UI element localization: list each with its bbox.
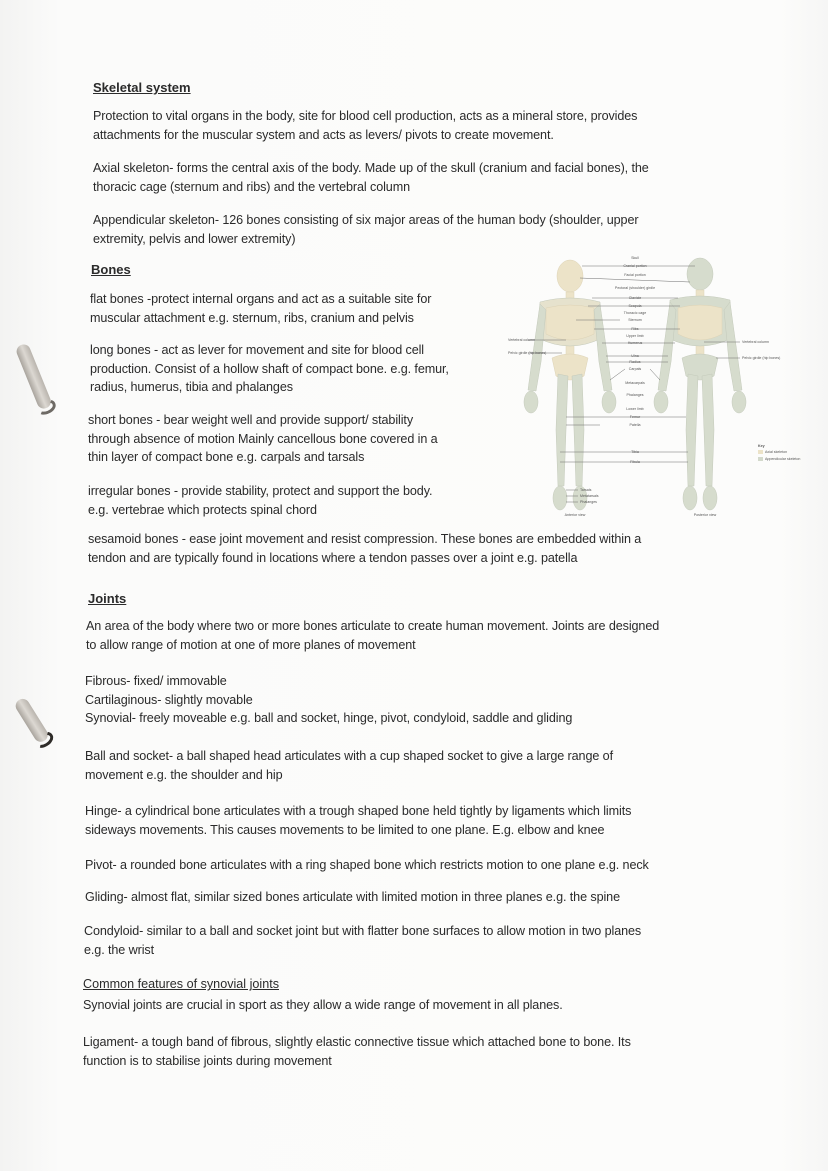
text-line: sesamoid bones - ease joint movement and resist compression. These bones are embedded within a bbox=[88, 532, 642, 546]
text-line: Axial skeleton- forms the central axis of the body. Made up of the skull (cranium and facial bones), the bbox=[93, 161, 649, 175]
paragraph-ball-and-socket bbox=[85, 747, 613, 784]
diagram-label-humerus: Humerus bbox=[627, 341, 643, 345]
paragraph-gliding bbox=[85, 888, 620, 907]
diagram-caption-posterior: Posterior view bbox=[693, 513, 717, 517]
diagram-label-facial-portion: Facial portion bbox=[624, 273, 646, 277]
text-line: irregular bones - provide stability, protect and support the body. bbox=[88, 484, 433, 498]
binder-ring-lower bbox=[13, 696, 50, 744]
text-line: extremity, pelvis and lower extremity) bbox=[93, 231, 296, 246]
skeleton-diagram bbox=[500, 250, 801, 525]
text-line: tendon and are typically found in locations where a tendon passes over a joint e.g. patella bbox=[88, 550, 578, 565]
diagram-label-upper-limb: Upper limb bbox=[626, 334, 644, 338]
diagram-label-phalanges-foot: Phalanges bbox=[580, 500, 597, 504]
diagram-label-thoracic-cage: Thoracic cage bbox=[623, 311, 647, 315]
paragraph-long-bones bbox=[90, 341, 449, 397]
paragraph-joints-intro bbox=[86, 617, 659, 654]
diagram-label-clavicle: Clavicle bbox=[628, 296, 642, 300]
diagram-caption-anterior: Anterior view bbox=[564, 513, 586, 517]
text-line: production. Consist of a hollow shaft of compact bone. e.g. femur, bbox=[90, 361, 449, 376]
diagram-label-fibula: Fibula bbox=[630, 460, 640, 464]
paragraph-synovial-intro bbox=[83, 996, 563, 1015]
diagram-label-vertebral-column-left: Vertebral column bbox=[508, 338, 535, 342]
diagram-label-metatarsals: Metatarsals bbox=[580, 494, 599, 498]
text-line: An area of the body where two or more bones articulate to create human movement. Joints are designed bbox=[86, 619, 660, 633]
text-line: Hinge- a cylindrical bone articulates with a trough shaped bone held tightly by ligaments which limits bbox=[85, 804, 632, 818]
text-line: movement e.g. the shoulder and hip bbox=[85, 767, 283, 782]
heading-bones: Bones bbox=[91, 262, 131, 277]
heading-skeletal-system: Skeletal system bbox=[93, 80, 191, 95]
text-line: Ligament- a tough band of fibrous, slightly elastic connective tissue which attached bone to bone. Its bbox=[83, 1035, 631, 1049]
diagram-label-femur: Femur bbox=[629, 415, 641, 419]
paragraph-appendicular-skeleton bbox=[93, 211, 638, 248]
text-line: Synovial joints are crucial in sport as they allow a wide range of movement in all planes. bbox=[83, 998, 563, 1012]
paragraph-irregular-bones bbox=[88, 482, 432, 519]
binder-ring-upper bbox=[15, 342, 53, 410]
diagram-label-carpals: Carpals bbox=[628, 367, 642, 371]
diagram-label-tarsals: Tarsals bbox=[580, 488, 592, 492]
diagram-label-pelvic-girdle-right: Pelvic girdle (hip bones) bbox=[742, 356, 781, 360]
diagram-label-tibia: Tibia bbox=[631, 450, 639, 454]
joint-type-cartilaginous: Cartilaginous- slightly movable bbox=[85, 692, 253, 707]
paragraph-sesamoid-bones bbox=[88, 530, 641, 567]
key-swatch-axial bbox=[758, 450, 763, 454]
text-line: flat bones -protect internal organs and act as a suitable site for bbox=[90, 292, 432, 306]
paragraph-short-bones bbox=[88, 411, 438, 467]
heading-common-features-synovial-joints: Common features of synovial joints bbox=[83, 977, 279, 991]
diagram-label-sternum: Sternum bbox=[628, 318, 642, 322]
diagram-label-phalanges-hand: Phalanges bbox=[626, 393, 644, 397]
paragraph-flat-bones bbox=[90, 290, 431, 327]
paragraph-condyloid bbox=[84, 922, 641, 959]
text-line: thin layer of compact bone e.g. carpals and tarsals bbox=[88, 450, 365, 464]
paragraph-skeletal-functions bbox=[93, 107, 637, 144]
diagram-label-cranial-portion: Cranial portion bbox=[623, 264, 647, 268]
joint-type-synovial: Synovial- freely moveable e.g. ball and socket, hinge, pivot, condyloid, saddle and gliding bbox=[85, 711, 573, 725]
diagram-key-axial: Axial skeleton bbox=[765, 450, 788, 454]
paragraph-ligament bbox=[83, 1033, 631, 1070]
diagram-label-radius: Radius bbox=[629, 360, 641, 364]
diagram-label-pectoral-girdle: Pectoral (shoulder) girdle bbox=[614, 286, 656, 290]
paragraph-axial-skeleton bbox=[93, 159, 649, 196]
diagram-key-appendicular: Appendicular skeleton bbox=[765, 457, 801, 461]
diagram-label-ulna: Ulna bbox=[631, 354, 639, 358]
text-line: muscular attachment e.g. sternum, ribs, cranium and pelvis bbox=[90, 310, 414, 325]
diagram-label-ribs: Ribs bbox=[631, 327, 639, 331]
diagram-label-scapula: Scapula bbox=[628, 304, 642, 308]
text-line: long bones - act as lever for movement and site for blood cell bbox=[90, 343, 425, 357]
text-line: e.g. vertebrae which protects spinal chord bbox=[88, 502, 317, 517]
anterior-skeleton bbox=[524, 260, 616, 510]
heading-joints: Joints bbox=[88, 591, 127, 606]
diagram-label-patella: Patella bbox=[629, 423, 641, 427]
paragraph-hinge bbox=[85, 802, 631, 839]
diagram-label-pelvic-girdle-left: Pelvic girdle (hip bones) bbox=[508, 351, 547, 355]
list-joint-types bbox=[85, 672, 572, 728]
text-line: Protection to vital organs in the body, site for blood cell production, acts as a mineral store, provides bbox=[93, 109, 638, 123]
text-line: function is to stabilise joints during movement bbox=[83, 1053, 332, 1068]
text-line: Gliding- almost flat, similar sized bones articulate with limited motion in three planes e.g. the spine bbox=[85, 890, 620, 904]
text-line: sideways movements. This causes movements to be limited to one plane. E.g. elbow and knee bbox=[85, 822, 605, 837]
diagram-label-metacarpals: Metacarpals bbox=[625, 381, 645, 385]
text-line: thoracic cage (sternum and ribs) and the vertebral column bbox=[93, 179, 410, 194]
key-swatch-appendicular bbox=[758, 457, 763, 461]
text-line: Appendicular skeleton- 126 bones consisting of six major areas of the human body (shoulder, upper bbox=[93, 213, 639, 227]
text-line: radius, humerus, tibia and phalanges bbox=[90, 380, 293, 394]
posterior-skeleton bbox=[654, 258, 746, 510]
text-line: Condyloid- similar to a ball and socket joint but with flatter bone surfaces to allow motion in two planes bbox=[84, 924, 642, 938]
diagram-key-title: Key bbox=[758, 444, 765, 448]
text-line: through absence of motion Mainly cancellous bone covered in a bbox=[88, 431, 438, 446]
text-line: attachments for the muscular system and acts as levers/ pivots to create movement. bbox=[93, 127, 554, 142]
skeleton-illustration bbox=[500, 250, 795, 525]
text-line: to allow range of motion at one of more planes of movement bbox=[86, 637, 416, 652]
text-line: Ball and socket- a ball shaped head articulates with a cup shaped socket to give a large range of bbox=[85, 749, 613, 763]
text-line: e.g. the wrist bbox=[84, 942, 154, 957]
diagram-label-skull: Skull bbox=[631, 256, 639, 260]
paragraph-pivot bbox=[85, 856, 649, 875]
joint-type-fibrous: Fibrous- fixed/ immovable bbox=[85, 674, 227, 688]
diagram-label-lower-limb: Lower limb bbox=[626, 407, 644, 411]
text-line: Pivot- a rounded bone articulates with a ring shaped bone which restricts motion to one plane e.g. neck bbox=[85, 858, 649, 872]
text-line: short bones - bear weight well and provide support/ stability bbox=[88, 413, 414, 427]
diagram-label-vertebral-column-right: Vertebral column bbox=[742, 340, 769, 344]
